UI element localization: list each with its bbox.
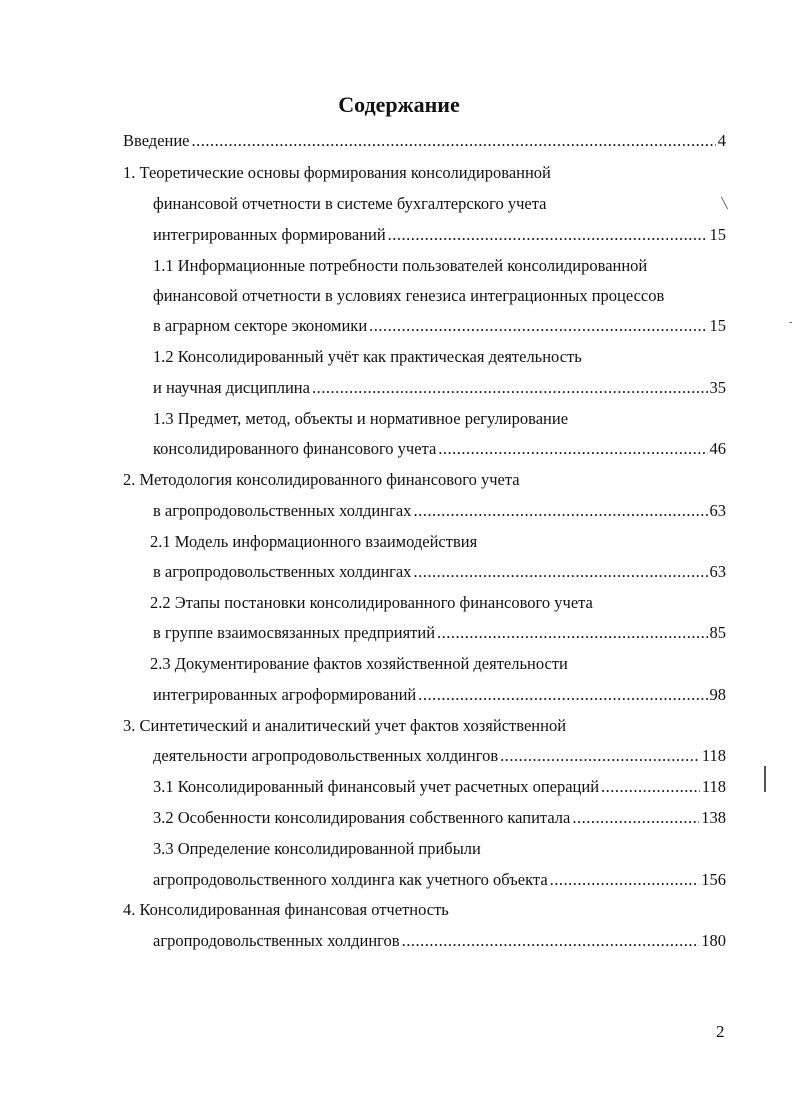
toc-entry-title: агропродовольственных холдингов bbox=[153, 931, 400, 950]
toc-entry-1-1-line-1 bbox=[153, 256, 647, 276]
dot-leader bbox=[413, 501, 707, 521]
toc-entry-title: консолидированного финансового учета bbox=[153, 439, 437, 458]
toc-entry-1-line-3 bbox=[153, 225, 726, 245]
toc-entry-title: в аграрном секторе экономики bbox=[153, 316, 368, 335]
toc-entry-4-line-1 bbox=[123, 900, 449, 920]
toc-page-number: 85 bbox=[709, 623, 726, 642]
toc-page-number: 156 bbox=[701, 870, 726, 889]
toc-entry-title: финансовой отчетности в условиях генезиса интеграционных процессов bbox=[153, 286, 665, 305]
toc-entry-1-1-line-3 bbox=[153, 316, 726, 336]
toc-entry-2-3-line-2 bbox=[153, 685, 726, 705]
toc-entry-title: агропродовольственного холдинга как учетного объекта bbox=[153, 870, 548, 889]
toc-page-number: 118 bbox=[701, 777, 726, 796]
toc-entry-1-3-line-1 bbox=[153, 409, 568, 429]
toc-entry-title: и научная дисциплина bbox=[153, 378, 310, 397]
dot-leader bbox=[413, 562, 707, 582]
scan-artifact bbox=[764, 766, 766, 792]
toc-page-number: 4 bbox=[717, 131, 726, 150]
dot-leader bbox=[601, 777, 700, 797]
toc-page-number: 63 bbox=[709, 501, 726, 520]
dot-leader bbox=[572, 808, 699, 828]
toc-entry-1-2-line-2 bbox=[153, 378, 726, 398]
dot-leader bbox=[418, 685, 707, 705]
toc-entry-1-3-line-2 bbox=[153, 439, 726, 459]
toc-entry-title: 2.3 Документирование фактов хозяйственной деятельности bbox=[150, 654, 568, 673]
toc-entry-3-1 bbox=[153, 777, 726, 797]
toc-entry-title: 2. Методология консолидированного финансового учета bbox=[123, 470, 520, 489]
dot-leader bbox=[438, 439, 707, 459]
scan-artifact bbox=[721, 197, 728, 210]
toc-entry-title: 1.2 Консолидированный учёт как практическая деятельность bbox=[153, 347, 582, 366]
dot-leader bbox=[388, 225, 708, 245]
toc-page-number: 15 bbox=[709, 316, 726, 335]
toc-entry-title: в группе взаимосвязанных предприятий bbox=[153, 623, 436, 642]
toc-entry-4-line-2 bbox=[153, 931, 726, 951]
toc-entry-2-3-line-1 bbox=[150, 654, 568, 674]
scan-artifact bbox=[789, 322, 792, 323]
dot-leader bbox=[437, 623, 707, 643]
toc-page-number: 98 bbox=[709, 685, 726, 704]
toc-entry-title: финансовой отчетности в системе бухгалтерского учета bbox=[153, 194, 547, 213]
toc-entry-title: в агропродовольственных холдингах bbox=[153, 562, 412, 581]
toc-entry-title: 4. Консолидированная финансовая отчетность bbox=[123, 900, 449, 919]
toc-entry-1-line-1 bbox=[123, 163, 551, 183]
toc-entry-2-2-line-1 bbox=[150, 593, 593, 613]
toc-entry-3-line-2 bbox=[153, 746, 726, 766]
toc-page-number: 118 bbox=[701, 746, 726, 765]
toc-page-number: 63 bbox=[709, 562, 726, 581]
toc-entry-intro bbox=[123, 131, 726, 151]
toc-page-number: 180 bbox=[701, 931, 726, 950]
toc-entry-title: 2.1 Модель информационного взаимодействия bbox=[150, 532, 478, 551]
dot-leader bbox=[550, 870, 700, 890]
toc-page-number: 15 bbox=[709, 225, 726, 244]
toc-entry-1-line-2 bbox=[153, 194, 546, 214]
toc-entry-title: Введение bbox=[123, 131, 190, 150]
toc-page-number: 46 bbox=[709, 439, 726, 458]
toc-entry-3-3-line-1 bbox=[153, 839, 481, 859]
toc-entry-2-line-1 bbox=[123, 470, 520, 490]
toc-entry-2-line-2 bbox=[153, 501, 726, 521]
toc-entry-title: 3.1 Консолидированный финансовый учет расчетных операций bbox=[153, 777, 600, 796]
toc-entry-title: деятельности агропродовольственных холдингов bbox=[153, 746, 499, 765]
dot-leader bbox=[369, 316, 707, 336]
page-number: 2 bbox=[716, 1022, 725, 1041]
toc-entry-2-1-line-1 bbox=[150, 532, 477, 552]
toc-page-number: 138 bbox=[701, 808, 726, 827]
toc-entry-title: интегрированных формирований bbox=[153, 225, 386, 244]
toc-entry-title: 3.2 Особенности консолидирования собственного капитала bbox=[153, 808, 571, 827]
toc-entry-title: в агропродовольственных холдингах bbox=[153, 501, 412, 520]
toc-entry-title: 3. Синтетический и аналитический учет фактов хозяйственной bbox=[123, 716, 567, 735]
toc-entry-1-2-line-1 bbox=[153, 347, 582, 367]
toc-entry-1-1-line-2 bbox=[153, 286, 664, 306]
toc-page-number: 35 bbox=[709, 378, 726, 397]
toc-entry-title: 3.3 Определение консолидированной прибыли bbox=[153, 839, 481, 858]
toc-entry-2-2-line-2 bbox=[153, 623, 726, 643]
toc-entry-title: интегрированных агроформирований bbox=[153, 685, 417, 704]
toc-entry-3-2 bbox=[153, 808, 726, 828]
toc-entry-3-3-line-2 bbox=[153, 870, 726, 890]
toc-entry-2-1-line-2 bbox=[153, 562, 726, 582]
toc-entry-title: 1.1 Информационные потребности пользователей консолидированной bbox=[153, 256, 648, 275]
dot-leader bbox=[312, 378, 708, 398]
dot-leader bbox=[192, 131, 716, 151]
dot-leader bbox=[500, 746, 700, 766]
toc-entry-3-line-1 bbox=[123, 716, 566, 736]
toc-entry-title: 1. Теоретические основы формирования консолидированной bbox=[123, 163, 551, 182]
dot-leader bbox=[402, 931, 700, 951]
page-title: Содержание bbox=[338, 92, 460, 117]
toc-entry-title: 2.2 Этапы постановки консолидированного финансового учета bbox=[150, 593, 593, 612]
toc-entry-title: 1.3 Предмет, метод, объекты и нормативное регулирование bbox=[153, 409, 569, 428]
